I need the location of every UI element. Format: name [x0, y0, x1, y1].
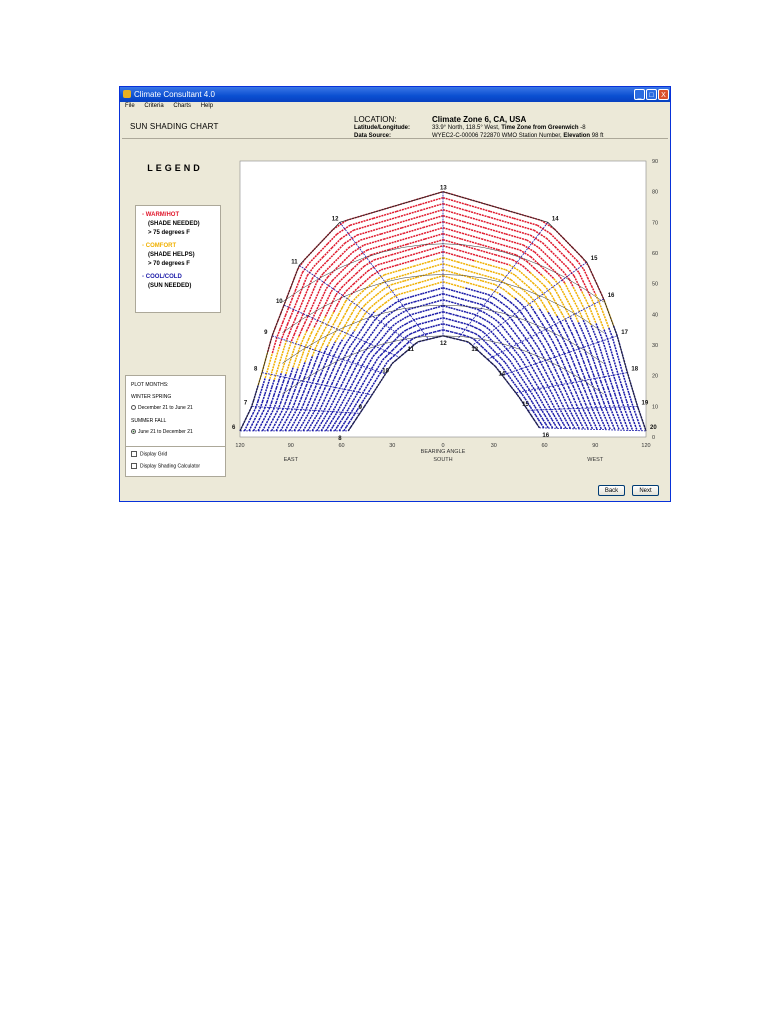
- direction-label: WEST: [587, 457, 604, 463]
- maximize-button[interactable]: □: [646, 89, 657, 100]
- legend-warm: ▫ WARM/HOT: [142, 212, 180, 218]
- elevation-value: 98 ft: [591, 133, 604, 139]
- inner-hour-label: 9: [358, 405, 362, 412]
- inner-hour-label: 13: [471, 346, 479, 353]
- y-tick-label: 90: [652, 159, 659, 165]
- menu-file[interactable]: File: [125, 103, 135, 109]
- menu-bar: [120, 102, 670, 111]
- header: [122, 113, 668, 139]
- legend-warm-desc2: > 75 degrees F: [148, 230, 190, 236]
- latlong-value: 33.9° North, 118.5° West,: [432, 125, 500, 131]
- tz-value: -8: [580, 125, 586, 131]
- y-tick-label: 50: [652, 281, 659, 288]
- summer-radio[interactable]: [131, 429, 136, 434]
- inner-hour-label: 16: [542, 432, 550, 439]
- x-axis-label: BEARING ANGLE: [420, 449, 466, 455]
- app-icon: [123, 90, 131, 98]
- outer-hour-label: 10: [275, 299, 283, 306]
- outer-hour-label: 19: [641, 400, 649, 407]
- inner-hour-label: 11: [407, 346, 414, 353]
- winter-option[interactable]: December 21 to June 21: [131, 405, 193, 411]
- x-tick-label: 120: [235, 443, 245, 449]
- display-grid-checkbox[interactable]: [131, 451, 137, 457]
- next-button[interactable]: Next: [632, 485, 659, 496]
- winter-radio[interactable]: [131, 405, 136, 410]
- inner-hour-label: 15: [522, 402, 529, 409]
- title-bar[interactable]: [120, 87, 670, 102]
- app-window: [119, 86, 671, 502]
- back-button[interactable]: Back: [598, 485, 625, 496]
- legend-cool: ▫ COOL/COLD: [142, 274, 182, 280]
- sun-shading-chart: [230, 155, 670, 478]
- close-button[interactable]: X: [658, 89, 669, 100]
- outer-hour-label: 20: [650, 424, 657, 431]
- plot-months-panel: [125, 375, 226, 449]
- y-tick-label: 40: [652, 312, 659, 319]
- y-tick-label: 10: [652, 404, 659, 411]
- x-tick-label: 30: [389, 443, 396, 449]
- outer-hour-label: 18: [631, 366, 639, 373]
- left-panel: [122, 155, 228, 477]
- menu-charts[interactable]: Charts: [173, 103, 192, 109]
- legend-comfort-desc2: > 70 degrees F: [148, 261, 190, 267]
- display-shading-option[interactable]: Display Shading Calculator: [131, 463, 200, 469]
- outer-hour-label: 12: [331, 216, 339, 223]
- outer-hour-label: 9: [264, 329, 268, 336]
- outer-hour-label: 6: [232, 424, 236, 431]
- x-tick-label: 90: [287, 443, 294, 449]
- outer-hour-label: 11: [291, 259, 298, 266]
- y-tick-label: 20: [652, 373, 659, 380]
- inner-hour-label: 10: [382, 368, 389, 375]
- inner-hour-label: 14: [498, 371, 506, 378]
- x-tick-label: 60: [338, 443, 345, 449]
- x-tick-label: 30: [490, 443, 497, 449]
- x-tick-label: 60: [541, 443, 548, 449]
- display-grid-option[interactable]: Display Grid: [131, 451, 167, 457]
- plot-months-title: PLOT MONTHS:: [131, 382, 169, 388]
- page-title: SUN SHADING CHART: [130, 122, 219, 131]
- x-tick-label: 90: [592, 443, 599, 449]
- legend-box: [135, 205, 221, 313]
- inner-hour-label: 8: [338, 435, 342, 442]
- location-label: LOCATION:: [354, 115, 397, 124]
- menu-help[interactable]: Help: [200, 103, 214, 109]
- chart-svg: [230, 155, 670, 478]
- outer-hour-label: 15: [590, 256, 598, 263]
- latlong-label: Latitude/Longitude:: [354, 125, 410, 131]
- inner-hour-label: 12: [440, 340, 447, 347]
- source-value: WYEC2-C-00006 722870 WMO Station Number,: [432, 133, 562, 139]
- outer-hour-label: 8: [253, 366, 258, 373]
- location-info: [354, 116, 603, 140]
- y-tick-label: 0: [652, 435, 656, 441]
- y-tick-label: 80: [652, 189, 659, 196]
- x-tick-label: 120: [641, 443, 651, 449]
- legend-comfort-desc1: (SHADE HELPS): [148, 252, 195, 258]
- legend-warm-desc1: (SHADE NEEDED): [148, 221, 200, 227]
- elevation-label: Elevation: [563, 133, 591, 139]
- outer-hour-label: 13: [440, 185, 447, 192]
- y-tick-label: 70: [652, 220, 659, 227]
- minimize-button[interactable]: _: [634, 89, 645, 100]
- outer-hour-label: 14: [551, 216, 559, 223]
- x-tick-label: 0: [441, 443, 445, 449]
- winter-spring-label: WINTER SPRING: [131, 394, 172, 400]
- menu-criteria[interactable]: Criteria: [144, 103, 164, 109]
- window-title: Climate Consultant 4.0: [134, 90, 215, 99]
- location-value: Climate Zone 6, CA, USA: [432, 115, 527, 124]
- tz-label: Time Zone from Greenwich: [501, 125, 579, 131]
- outer-hour-label: 16: [607, 293, 615, 299]
- legend-title: LEGEND: [147, 163, 203, 173]
- outer-hour-label: 7: [243, 400, 248, 407]
- legend-comfort: ▫ COMFORT: [142, 243, 177, 249]
- legend-cool-desc1: (SUN NEEDED): [148, 283, 192, 289]
- source-label: Data Source:: [354, 133, 392, 139]
- outer-hour-label: 17: [621, 329, 628, 336]
- direction-label: SOUTH: [433, 457, 453, 463]
- options-panel: [125, 446, 226, 477]
- y-tick-label: 30: [652, 343, 659, 349]
- direction-label: EAST: [283, 457, 298, 463]
- summer-fall-label: SUMMER FALL: [131, 418, 167, 424]
- display-shading-checkbox[interactable]: [131, 463, 137, 469]
- y-tick-label: 60: [652, 251, 659, 257]
- summer-option[interactable]: June 21 to December 21: [131, 429, 193, 435]
